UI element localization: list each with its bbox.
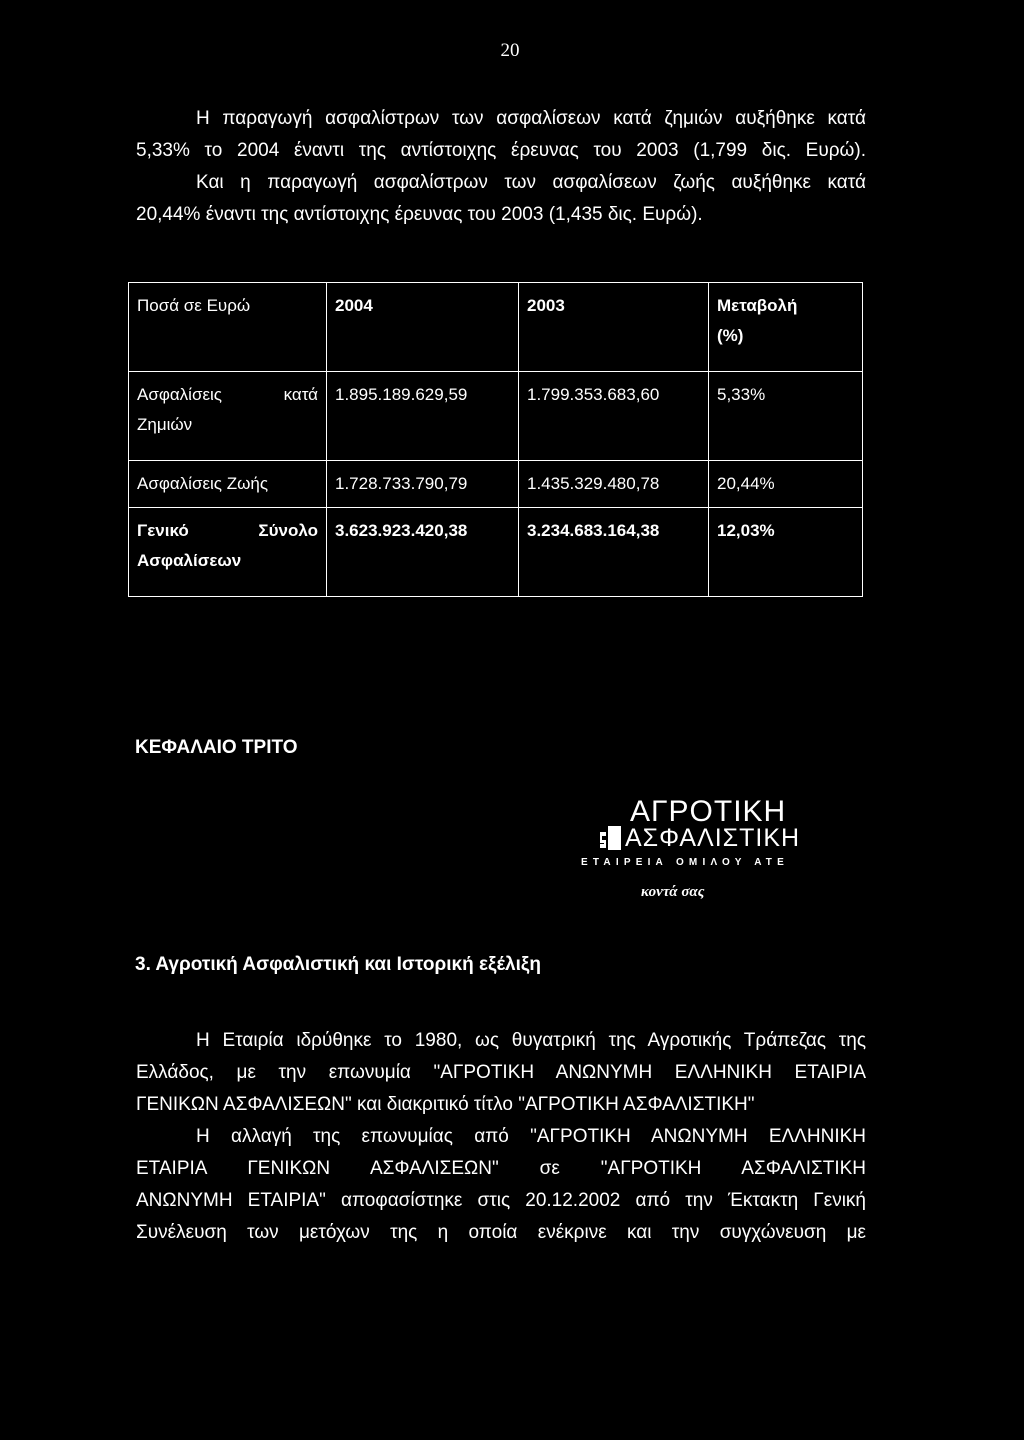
header-change [709, 283, 863, 372]
table-row [129, 372, 863, 461]
intro-line: Η παραγωγή ασφαλίστρων των ασφαλίσεων κατά ζημιών αυξήθηκε κατά [196, 108, 866, 129]
row-label [129, 372, 327, 461]
body-line: ΑΝΩΝΥΜΗ ΕΤΑΙΡΙΑ" αποφασίστηκε στις 20.12.2002 από την Έκτακτη Γενική [136, 1190, 866, 1211]
body-line: ΓΕΝΙΚΩΝ ΑΣΦΑΛΙΣΕΩΝ" και διακριτικό τίτλο "ΑΓΡΟΤΙΚΗ ΑΣΦΑΛΙΣΤΙΚΗ" [136, 1094, 755, 1115]
row-label: Ασφαλίσεις Ζωής [129, 461, 327, 508]
cell-change: 5,33% [709, 372, 863, 461]
intro-line: 20,44% έναντι της αντίστοιχης έρευνας του 2003 (1,435 δις. Ευρώ). [136, 204, 703, 225]
table-header-row [129, 283, 863, 372]
body-line: Η Εταιρία ιδρύθηκε το 1980, ως θυγατρική της Αγροτικής Τράπεζας της [196, 1030, 866, 1051]
body-line: Συνέλευση των μετόχων της η οποία ενέκρινε και την συγχώνευση με [136, 1222, 866, 1243]
page-number: 20 [500, 40, 520, 61]
row-label-part: Ζημιών [137, 415, 193, 434]
body-line: ΕΤΑΙΡΙΑ ΓΕΝΙΚΩΝ ΑΣΦΑΛΙΣΕΩΝ" σε "ΑΓΡΟΤΙΚΗ ΑΣΦΑΛΙΣΤΙΚΗ [136, 1158, 866, 1179]
logo-mark-icon [599, 826, 621, 850]
header-2003: 2003 [519, 283, 709, 372]
agrotiki-logo [581, 796, 811, 906]
header-amounts: Ποσά σε Ευρώ [129, 283, 327, 372]
cell-2003: 1.799.353.683,60 [519, 372, 709, 461]
logo-subtitle: ΕΤΑΙΡΕΙΑ ΟΜΙΛΟΥ ΑΤΕ [581, 857, 789, 868]
cell-2004: 3.623.923.420,38 [327, 508, 519, 597]
table-row [129, 508, 863, 597]
cell-change: 12,03% [709, 508, 863, 597]
row-label-part: Ασφαλίσεις κατά [137, 385, 318, 404]
cell-change: 20,44% [709, 461, 863, 508]
cell-2003: 3.234.683.164,38 [519, 508, 709, 597]
section-heading: 3. Αγροτική Ασφαλιστική και Ιστορική εξέλιξη [135, 954, 541, 975]
table-row [129, 461, 863, 508]
cell-2004: 1.728.733.790,79 [327, 461, 519, 508]
body-line: Η αλλαγή της επωνυμίας από "ΑΓΡΟΤΙΚΗ ΑΝΩΝΥΜΗ ΕΛΛΗΝΙΚΗ [196, 1126, 866, 1147]
logo-tagline: κοντά σας [641, 884, 705, 900]
header-2004: 2004 [327, 283, 519, 372]
row-label [129, 508, 327, 597]
intro-line: 5,33% το 2004 έναντι της αντίστοιχης έρευνας του 2003 (1,799 δις. Ευρώ). [136, 140, 866, 161]
cell-2004: 1.895.189.629,59 [327, 372, 519, 461]
body-paragraph [136, 1025, 866, 1249]
logo-name-line1: ΑΓΡΟΤΙΚΗ [630, 795, 787, 828]
row-label-part: Ασφαλίσεων [137, 551, 242, 570]
chapter-title: ΚΕΦΑΛΑΙΟ ΤΡΙΤΟ [135, 737, 298, 758]
row-label-part: Γενικό Σύνολο [137, 521, 318, 540]
intro-paragraph [136, 103, 866, 231]
header-change-label: Μεταβολή [717, 296, 798, 315]
cell-2003: 1.435.329.480,78 [519, 461, 709, 508]
header-change-unit: (%) [717, 326, 744, 345]
logo-name-line2: ΑΣΦΑΛΙΣΤΙΚΗ [625, 824, 801, 852]
body-line: Ελλάδος, με την επωνυμία "ΑΓΡΟΤΙΚΗ ΑΝΩΝΥΜΗ ΕΛΛΗΝΙΚΗ ΕΤΑΙΡΙΑ [136, 1062, 866, 1083]
premium-stats-table [128, 282, 863, 597]
intro-line: Και η παραγωγή ασφαλίστρων των ασφαλίσεων ζωής αυξήθηκε κατά [196, 172, 866, 193]
